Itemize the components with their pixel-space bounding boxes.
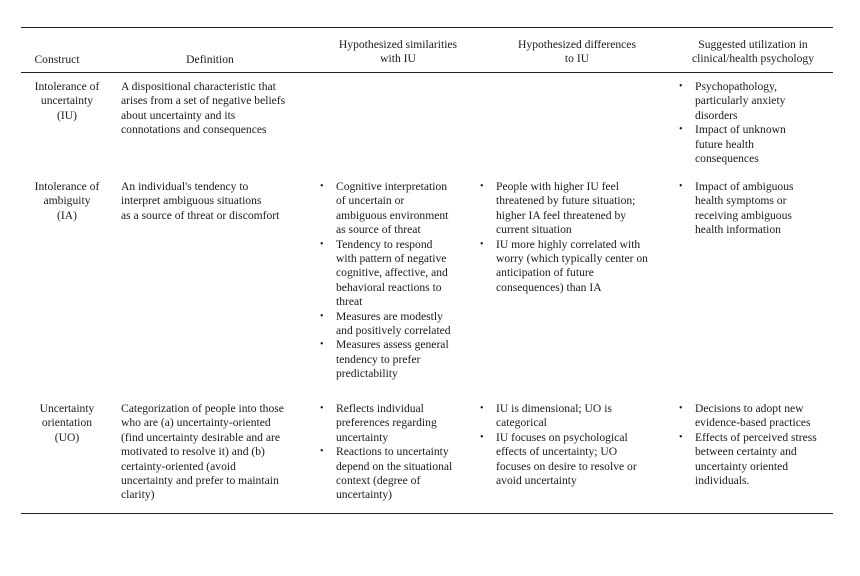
- construct-line: Intolerance of: [34, 180, 100, 193]
- construct-line: Uncertainty: [39, 402, 95, 415]
- header-construct: Construct: [34, 53, 80, 66]
- cell-definition: [121, 180, 316, 223]
- bullet-line: anticipation of future: [496, 266, 594, 280]
- bullet-line: • Impact of unknown: [695, 123, 786, 137]
- definition-line: An individual's tendency to: [121, 180, 249, 193]
- definition-line: about uncertainty and its: [121, 108, 236, 122]
- definition-line: who are (a) uncertainty-oriented: [121, 416, 271, 430]
- bullet-item: [336, 180, 481, 238]
- definition-line: connotations and consequences: [121, 123, 267, 137]
- similarities-bullet-list: [336, 402, 481, 503]
- utilization-bullet-list: [695, 180, 835, 238]
- bullet-item: [496, 238, 676, 296]
- bullet-line: categorical: [496, 416, 547, 430]
- bullet-item: [695, 80, 835, 123]
- bullet-line: effects of uncertainty; UO: [496, 445, 618, 459]
- cell-utilization: [695, 402, 835, 488]
- header-utilization-line: Suggested utilization in: [698, 38, 808, 51]
- header-utilization: [672, 38, 834, 67]
- bullet-line: future health: [695, 137, 754, 151]
- bullet-line: • Tendency to respond: [336, 237, 433, 251]
- bullet-item: [695, 431, 835, 489]
- bullet-line: depend on the situational: [336, 459, 453, 473]
- bullet-line: focuses on desire to resolve or: [496, 459, 637, 473]
- bullet-line: • Psychopathology,: [695, 80, 778, 93]
- bullet-line: • Effects of perceived stress: [695, 430, 817, 444]
- bullet-line: consequences) than IA: [496, 280, 602, 294]
- construct-line: Intolerance of: [34, 80, 100, 93]
- bullet-line: individuals.: [695, 474, 750, 488]
- bullet-item: [496, 402, 676, 431]
- bullet-line: • IU is dimensional; UO is: [496, 402, 612, 415]
- bullet-line: higher IA feel threatened by: [496, 208, 627, 222]
- bullet-item: [336, 338, 481, 381]
- bullet-line: receiving ambiguous: [695, 208, 792, 222]
- bullet-line: and positively correlated: [336, 324, 451, 338]
- bullet-line: • People with higher IU feel: [496, 180, 619, 193]
- construct-line: orientation: [41, 416, 93, 430]
- definition-line: as a source of threat or discomfort: [121, 208, 280, 222]
- bullet-item: [496, 180, 676, 238]
- bullet-line: threat: [336, 295, 363, 309]
- bullet-line: with pattern of negative: [336, 252, 447, 266]
- bullet-line: • Reflects individual: [336, 402, 424, 415]
- bullet-item: [336, 402, 481, 445]
- header-similarities-line: with IU: [380, 52, 416, 66]
- utilization-bullet-list: [695, 80, 835, 166]
- header-utilization-line: clinical/health psychology: [691, 52, 815, 66]
- bullet-line: • Decisions to adopt new: [695, 402, 804, 415]
- definition-line: motivated to resolve it) and (b): [121, 445, 265, 459]
- definition-line: A dispositional characteristic that: [121, 80, 276, 93]
- bullet-line: threatened by future situation;: [496, 194, 636, 208]
- cell-construct: [22, 402, 112, 445]
- cell-similarities: [336, 180, 481, 382]
- bullet-line: • Impact of ambiguous: [695, 180, 794, 193]
- utilization-bullet-list: [695, 402, 835, 488]
- bullet-item: [695, 123, 835, 166]
- bullet-line: ambiguous environment: [336, 208, 449, 222]
- bullet-line: avoid uncertainty: [496, 474, 577, 488]
- bullet-line: • Measures assess general: [336, 338, 449, 352]
- construct-line: (UO): [54, 430, 80, 444]
- bullet-item: [336, 238, 481, 310]
- bullet-line: of uncertain or: [336, 194, 405, 208]
- bullet-line: as source of threat: [336, 223, 421, 237]
- bullet-line: cognitive, affective, and: [336, 266, 448, 280]
- bullet-line: consequences: [695, 152, 759, 166]
- bullet-line: • Cognitive interpretation: [336, 180, 448, 193]
- bullet-line: tendency to prefer: [336, 352, 421, 366]
- header-similarities: [318, 38, 478, 67]
- cell-differences: [496, 180, 676, 295]
- header-definition: Definition: [186, 53, 234, 66]
- cell-differences: [496, 402, 676, 488]
- bullet-line: disorders: [695, 108, 738, 122]
- header-differences-line: Hypothesized differences: [518, 38, 636, 51]
- bullet-line: • Reactions to uncertainty: [336, 445, 449, 459]
- construct-line: (IU): [57, 108, 77, 122]
- bullet-line: • Measures are modestly: [336, 309, 443, 323]
- definition-line: (find uncertainty desirable and are: [121, 430, 281, 444]
- cell-definition: [121, 402, 316, 503]
- definition-line: interpret ambiguous situations: [121, 194, 262, 208]
- bullet-line: • IU more highly correlated with: [496, 237, 641, 251]
- bullet-line: worry (which typically center on: [496, 252, 648, 266]
- bullet-line: uncertainty oriented: [695, 459, 789, 473]
- definition-line: arises from a set of negative beliefs: [121, 94, 286, 108]
- definition-line: Categorization of people into those: [121, 402, 284, 415]
- bullet-line: between certainty and: [695, 445, 797, 459]
- cell-similarities: [336, 402, 481, 503]
- cell-utilization: [695, 80, 835, 166]
- header-similarities-line: Hypothesized similarities: [338, 38, 458, 51]
- bullet-line: preferences regarding: [336, 416, 437, 430]
- definition-line: uncertainty and prefer to maintain: [121, 474, 279, 488]
- bullet-line: evidence-based practices: [695, 416, 811, 430]
- bullet-line: behavioral reactions to: [336, 280, 442, 294]
- cell-construct: [22, 80, 112, 123]
- bullet-item: [336, 310, 481, 339]
- bullet-line: uncertainty: [336, 430, 389, 444]
- similarities-bullet-list: [336, 180, 481, 382]
- bullet-item: [336, 445, 481, 503]
- bullet-line: health information: [695, 223, 781, 237]
- definition-line: certainty-oriented (avoid: [121, 459, 236, 473]
- construct-line: ambiguity: [43, 194, 91, 208]
- construct-line: uncertainty: [40, 94, 94, 108]
- bullet-line: current situation: [496, 223, 572, 237]
- definition-line: clarity): [121, 488, 155, 502]
- bullet-item: [695, 402, 835, 431]
- bullet-line: particularly anxiety: [695, 94, 786, 108]
- cell-utilization: [695, 180, 835, 238]
- bullet-line: context (degree of: [336, 474, 421, 488]
- differences-bullet-list: [496, 402, 676, 488]
- bullet-item: [695, 180, 835, 238]
- table-header-rule: [21, 72, 833, 73]
- construct-line: (IA): [57, 208, 77, 222]
- cell-definition: [121, 80, 316, 138]
- bullet-line: health symptoms or: [695, 194, 787, 208]
- table-top-rule: [21, 27, 833, 28]
- bullet-line: • IU focuses on psychological: [496, 430, 628, 444]
- header-differences: [492, 38, 662, 67]
- table-bottom-rule: [21, 513, 833, 514]
- cell-construct: [22, 180, 112, 223]
- bullet-line: uncertainty): [336, 488, 393, 502]
- header-differences-line: to IU: [564, 52, 590, 66]
- bullet-line: predictability: [336, 367, 398, 381]
- differences-bullet-list: [496, 180, 676, 295]
- bullet-item: [496, 431, 676, 489]
